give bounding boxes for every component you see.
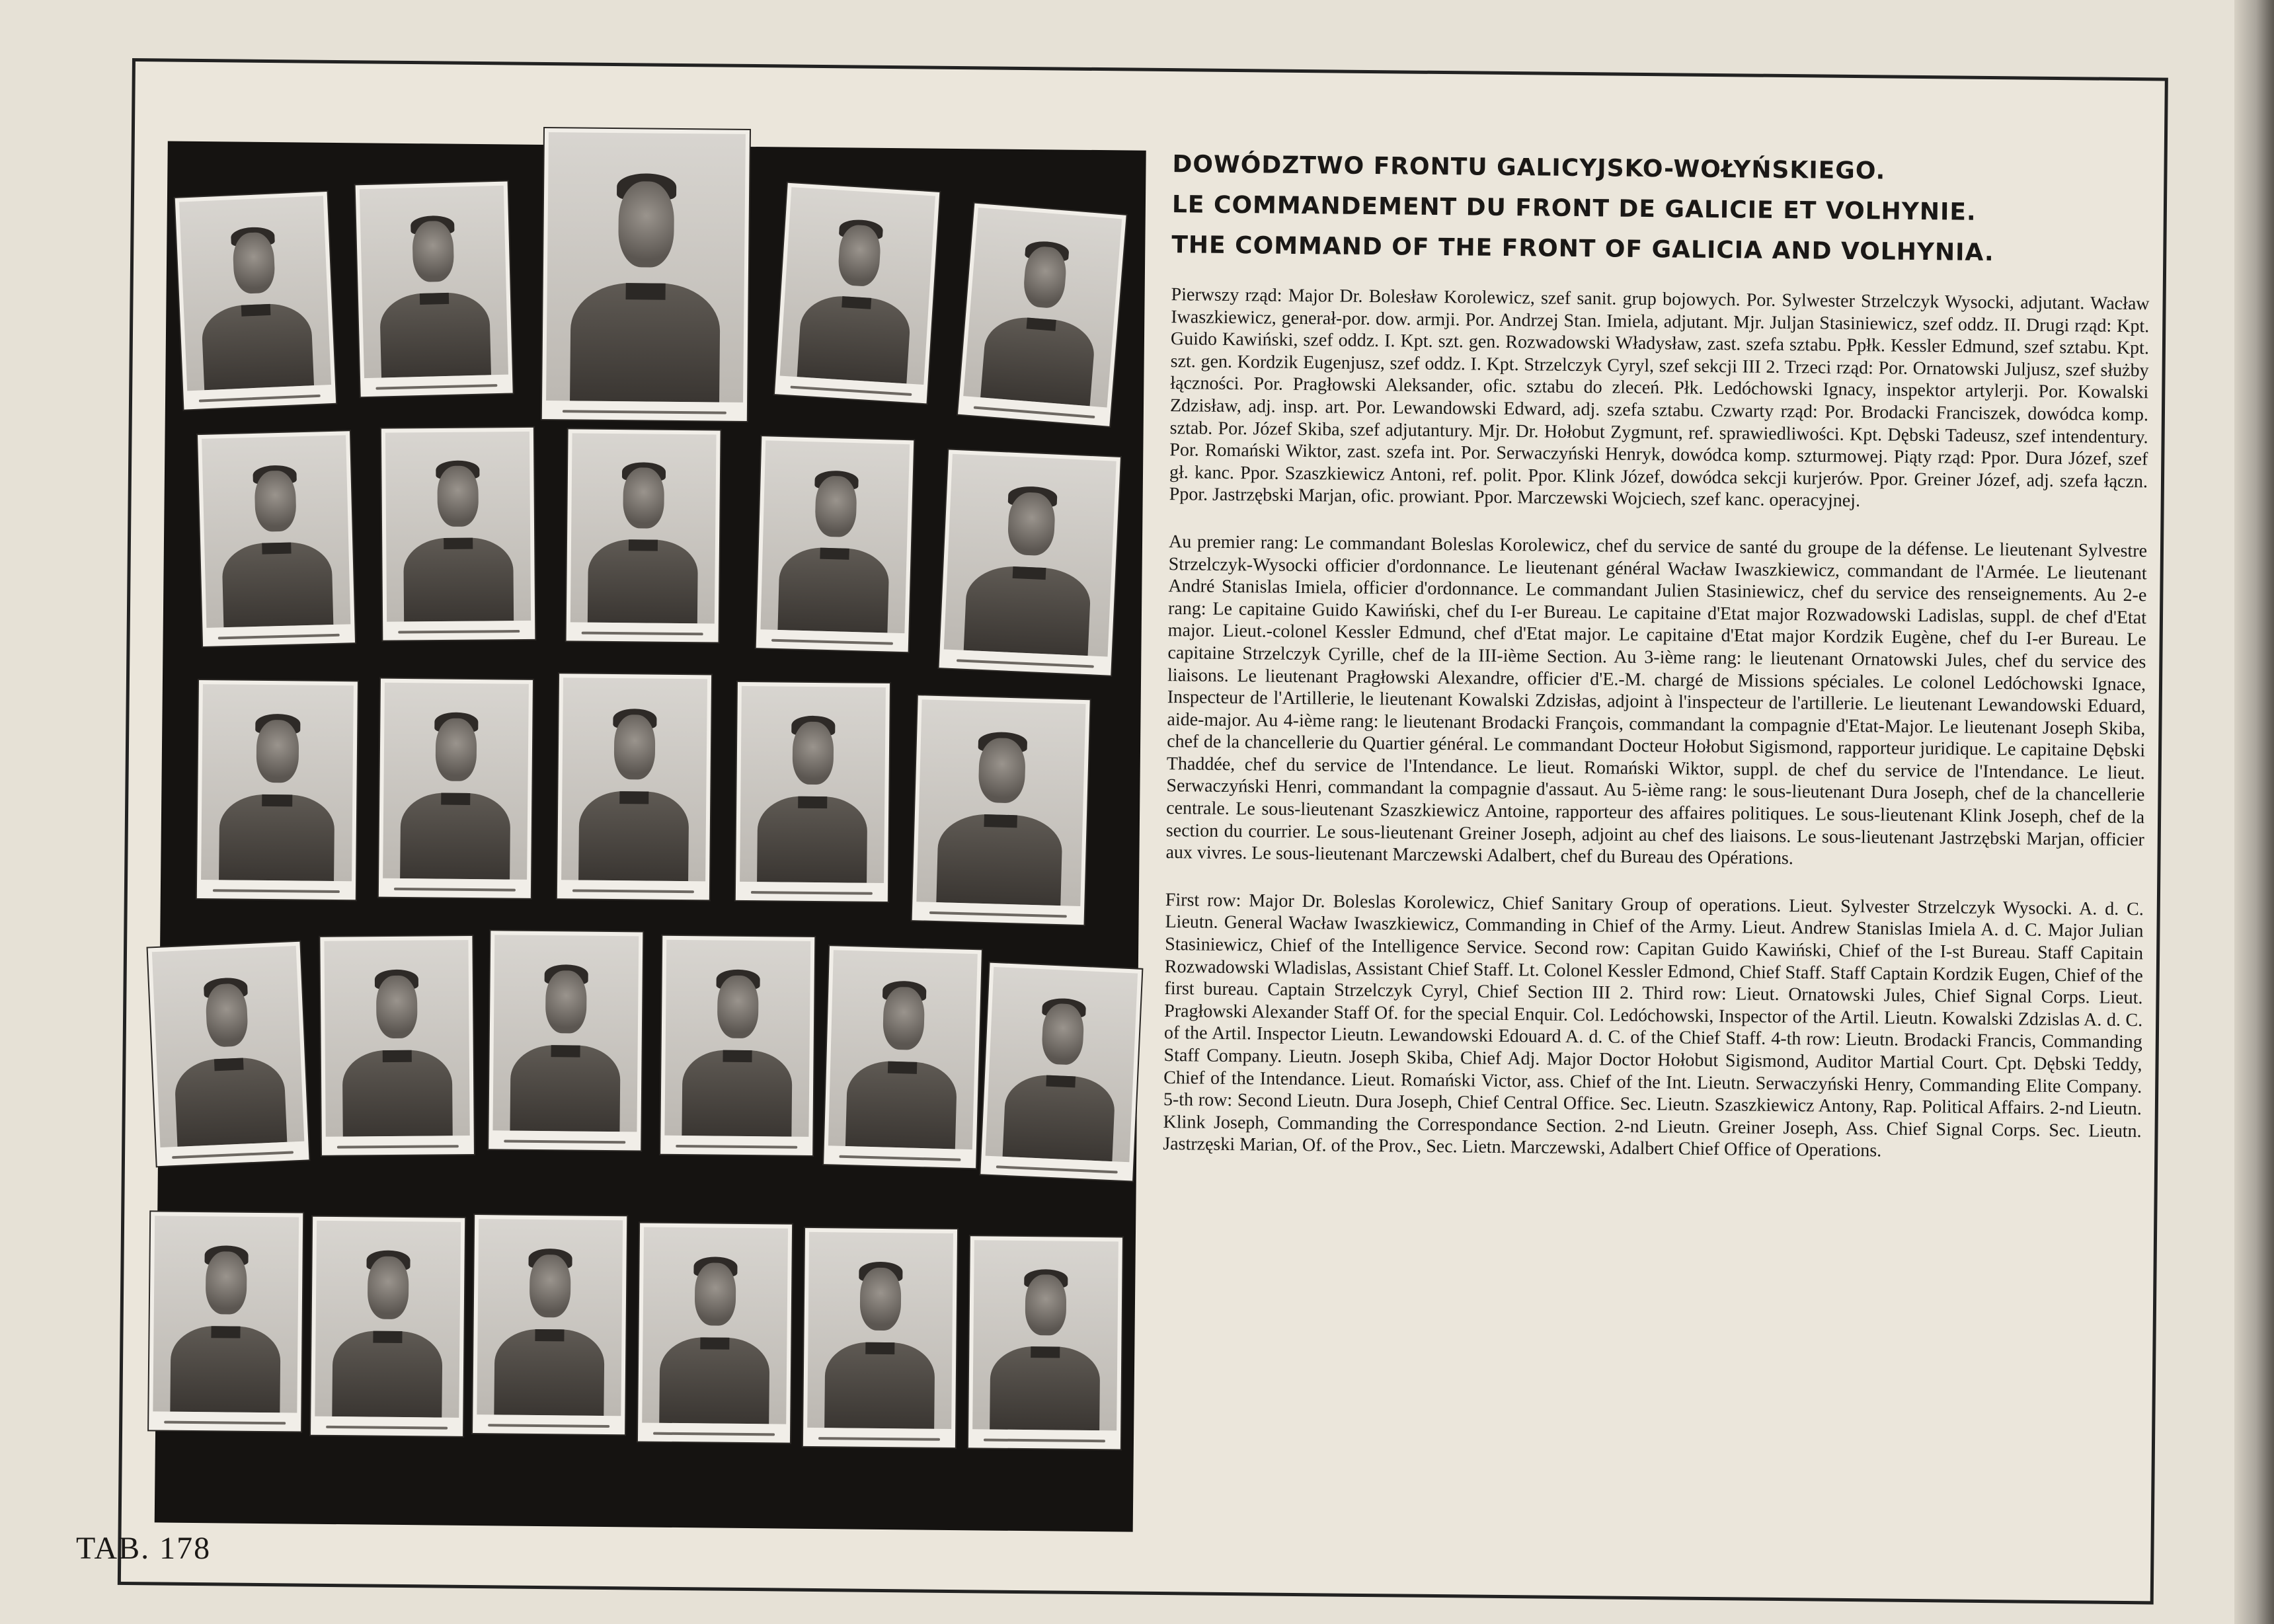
- portrait-collage: [155, 141, 1146, 1532]
- portrait-photo: [803, 1228, 957, 1448]
- portrait-photo: [356, 182, 513, 397]
- text-column: [1163, 151, 2151, 1165]
- portrait-photo: [379, 679, 533, 898]
- portrait-photo: [912, 695, 1090, 925]
- caption-english: First row: Major Dr. Boleslas Korolewicz, Chief Sanitary Group of operations. Lieut. Sylvester Strzelczyk Wysocki. A. d. C. Lieutn. General Wacław Iwaszkiewicz, Commanding in Chief of the Army. Lieut. Andrew Stanislas Imiela A. d. C. Major Julian Stasiniewicz, Chief of the Intelligence Service. Second row: Capitan Guido Kawiński, Chief of the I-st Bureau. Staff Capitain Rozwadowski Wladislas, Assistant Chief Staff. Lt. Colonel Kessler Edmond, Chief Staff. Staff Captain Kordzik Eugen, Chief of the first bureau. Captain Strzelczyk Cyryl, Chief Section III 2. Third row: Lieut. Ornatowski Jules, Chief Signal Corps. Lieut. Pragłowski Alexander Staff Of. for the special Enquir. Col. Ledóchowski, Inspector of the Artil. Lieutn. Kowalski Zdzislas A. d. C. of the Artil. Inspector Lieutn. Lewandowski Edouard A. d. C. of the Chief Staff. 4-th row: Lieutn. Brodacki Francis, Commanding Staff Company. Lieutn. Joseph Skiba, Chief Adj. Major Doctor Hołobut Sigismond, Auditor Martial Court. Cpt. Dębski Teddy, Chief of the Intendance. Lieut. Romański Victor, ass. Chief of the Int. Lieutn. Serwaczyński Henry, Commanding Elite Company. 5-th row: Second Lieutn. Dura Joseph, Chief Central Office. Sec. Lieutn. Szaszkiewicz Antony, Rap. Political Affairs. 2-nd Lieutn. Klink Joseph, Commanding the Correspondance Section. 2-nd Lieutn. Greiner Joseph, Ass. Chief Signal Corps. Sec. Lieutn. Jastrzęski Marian, Of. of the Prov., Sec. Lietn. Marczewski, Adalbert Chief Office of Operations.: [1163, 889, 2144, 1161]
- portrait-photo: [320, 936, 474, 1155]
- caption-french: Au premier rang: Le commandant Boleslas Korolewicz, chef du service de santé du groupe de la défense. Le lieutenant Sylvestre Strzelczyk-Wysocki officier d'ordonnance. Le lieutenant général Wacław Iwaszkiewicz, commandant de l'Armée. Le lieutenant André Stanislas Imiela, officier d'ordonnance. Le commandant Julien Stasiniewicz, chef du service des renseignements. Au 2-e rang: Le capitaine Guido Kawiński, chef du I-er Bureau. Le capitaine d'Etat major Rozwadowski Ladislas, suppl. de chef d'Etat major. Lieut.-colonel Kessler Edmund, chef d'Etat major. Le capitaine d'Etat major Kordzik Eugène, chef du I-er Bureau. Le capitaine Strzelczyk Cyrille, chef de la III-ième Section. Au 3-ième rang: le lieutenant Ornatowski Jules, chef du service des liaisons. Le lieutenant Pragłowski Alexandre, officier d'E.-M. chargé de Missions spéciales. Le colonel Ledóchowski Ignace, Inspecteur de l'Artillerie, le lieutenant Kowalski Zdzisłas, adjoint à l'inspecteur de l'artillerie. Le lieutenant Lewandowski Eduard, aide-major. Au 4-ième rang: le lieutenant Brodacki François, commandant la compagnie d'Etat-Major. Le lieutenant Joseph Skiba, chef de la chancellerie du Quartier général. Le commandant Docteur Hołobut Sigismond, rapporteur juridique. Le capitaine Dębski Thaddée, chef du service de l'Intendance. Le lieut. Romański Wiktor, suppl. de chef du service de l'Intendance. Le lieut. Serwaczyński Henri, commandant la compagnie d'assaut. Au 5-ième rang: le sous-lieutenant Dura Joseph, chef de la chancellerie centrale. Le sous-lieutenant Szaszkiewicz Antoine, rapporteur des affaires politiques. Le sous-lieutenant Klink Joseph, chef de la section du courrier. Le sous-lieutenant Greiner Joseph, adjoint au chef des liaisons. Le sous-lieutenant Jastrzębski Marjan, officier aux vivres. Le sous-lieutenant Marczewski Adalbert, chef du Bureau des Opérations.: [1165, 531, 2148, 869]
- portrait-photo: [197, 680, 358, 900]
- book-spine-shadow: [2234, 0, 2274, 1624]
- portrait-photo: [149, 1212, 303, 1431]
- portrait-photo: [489, 931, 643, 1150]
- portrait-photo: [148, 942, 309, 1167]
- portrait-photo: [198, 431, 355, 646]
- plate-number: TAB. 178: [76, 1531, 212, 1566]
- portrait-photo: [958, 204, 1126, 426]
- portrait-photo: [775, 183, 939, 404]
- portrait-photo: [175, 192, 336, 410]
- portrait-photo: [567, 429, 721, 642]
- portrait-photo: [736, 682, 890, 902]
- portrait-photo: [638, 1223, 792, 1442]
- portrait-photo: [968, 1236, 1122, 1449]
- portrait-photo: [824, 946, 982, 1168]
- portrait-photo: [939, 449, 1120, 675]
- caption-polish: Pierwszy rząd: Major Dr. Bolesław Korolewicz, szef sanit. grup bojowych. Por. Sylwester Strzelczyk Wysocki, adjutant. Wacław Iwaszkiewicz, generał-por. dow. armji. Por. Andrzej Stan. Imiela, adjutant. Mjr. Juljan Stasiniewicz, szef oddz. II. Drugi rząd: Kpt. Guido Kawiński, szef oddz. I. Kpt. szt. gen. Rozwadowski Władysław, zast. szefa sztabu. Ppłk. Kessler Edmund, szef sztabu. Kpt. szt. gen. Kordzik Eugenjusz, szef oddz. I. Kpt. Strzelczyk Cyryl, szef sekcji III 2. Trzeci rząd: Por. Ornatowski Juljusz, szef służby łączności. Por. Pragłowski Aleksander, ofic. sztabu do zleceń. Płk. Ledóchowski Ignacy, inspektor artylerji. Por. Kowalski Zdzisław, adj. insp. art. Por. Lewandowski Edward, adj. szefa sztabu. Czwarty rząd: Por. Brodacki Franciszek, dowódca komp. sztab. Por. Józef Skiba, szef adjutantury. Mjr. Dr. Hołobut Zygmunt, ref. sprawiedliwości. Kpt. Dębski Tadeusz, szef intendentury. Por. Romański Wiktor, zast. szefa int. Por. Serwaczyński Henryk, dowódca komp. szturmowej. Piąty rząd: Ppor. Dura Józef, szef gł. kanc. Ppor. Szaszkiewicz Antoni, ref. polit. Ppor. Klink Józef, dowódca sekcji kurjerów. Ppor. Greiner Józef, adj. szefa łączn. Ppor. Jastrzębski Marjan, ofic. prowiant. Ppor. Marczewski Wojciech, szef kanc. operacyjnej.: [1169, 284, 2150, 512]
- portrait-photo: [660, 936, 814, 1155]
- portrait-photo: [311, 1217, 465, 1436]
- portrait-photo: [381, 428, 535, 640]
- portrait-photo: [980, 963, 1142, 1181]
- portrait-photo: [542, 128, 750, 421]
- title-english: THE COMMAND OF THE FRONT OF GALICIA AND VOLHYNIA.: [1171, 231, 1994, 267]
- portrait-photo: [473, 1215, 627, 1434]
- portrait-photo: [557, 674, 711, 900]
- title-french: LE COMMANDEMENT DU FRONT DE GALICIE ET VOLHYNIE.: [1171, 191, 1977, 226]
- plate-frame: [118, 58, 2168, 1604]
- title-polish: DOWÓDZTWO FRONTU GALICYJSKO-WOŁYŃSKIEGO.: [1172, 151, 1886, 185]
- portrait-photo: [756, 436, 914, 652]
